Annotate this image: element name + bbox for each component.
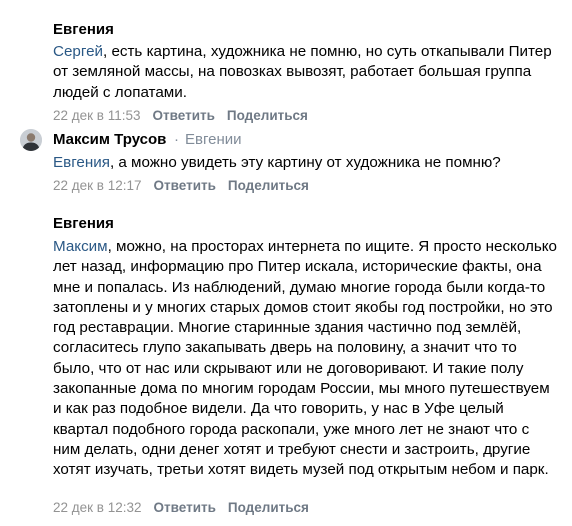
comment-author[interactable]: Евгения xyxy=(53,215,114,232)
reply-button[interactable]: Ответить xyxy=(153,500,216,515)
comment-text xyxy=(53,237,558,481)
comment-text-body: , а можно увидеть эту картину от художника не помню? xyxy=(109,154,501,171)
share-button[interactable]: Поделиться xyxy=(226,108,308,123)
comment-date[interactable]: 22 дек в 12:17 xyxy=(53,178,142,193)
avatar[interactable] xyxy=(20,129,42,151)
mention-link[interactable]: Максим xyxy=(53,238,108,255)
share-button[interactable]: Поделиться xyxy=(227,178,309,193)
share-button[interactable]: Поделиться xyxy=(227,500,309,515)
mention-link[interactable]: Евгения xyxy=(53,154,110,171)
comment-meta xyxy=(53,178,309,194)
reply-button[interactable]: Ответить xyxy=(152,108,215,123)
comment-author[interactable]: Евгения xyxy=(53,21,114,38)
mention-link[interactable]: Сергей xyxy=(53,43,103,60)
reply-button[interactable]: Ответить xyxy=(153,178,216,193)
comment-meta xyxy=(53,108,308,124)
comment-meta xyxy=(53,500,309,516)
reply-to-name[interactable]: Евгении xyxy=(185,131,242,148)
comment-text xyxy=(53,153,558,173)
comment-text-body: , есть картина, художника не помню, но суть откапывали Питер от земляной массы, на повозках вывозят, работает большая группа людей с лопатами. xyxy=(53,43,552,101)
separator-dot: · xyxy=(174,131,179,148)
comment-date[interactable]: 22 дек в 11:53 xyxy=(53,108,141,123)
comment-text xyxy=(53,42,558,103)
reply-to[interactable] xyxy=(174,131,242,149)
comment-date[interactable]: 22 дек в 12:32 xyxy=(53,500,142,515)
comment-text-body: , можно, на просторах интернета по ищите. Я просто несколько лет назад, информацию про Питер искала, исторические факты, она мне и попалась. Из наблюдений, думаю многие города были когда-то затоплены и у многих старых домов стоит якобы год постройки, но это год реставрации. Многие старинные здания частично под землёй, согласитесь глупо закапывать дверь на половину, а значит что то было, что от нас или скрывают или не договоривают. И такие полу закопанные дома по многим городам России, мы много путешествуем и как раз подобное видели. Да что говорить, у нас в Уфе целый квартал подобного города раскопали, уже много лет не знают что с ним делать, одни денег хотят и требуют снести и застроить, другие хотят изучать, третьи хотят видеть музей под открытым небом и парк. xyxy=(53,238,557,479)
comment-author[interactable]: Максим Трусов xyxy=(53,131,167,148)
avatar-image xyxy=(20,129,42,151)
